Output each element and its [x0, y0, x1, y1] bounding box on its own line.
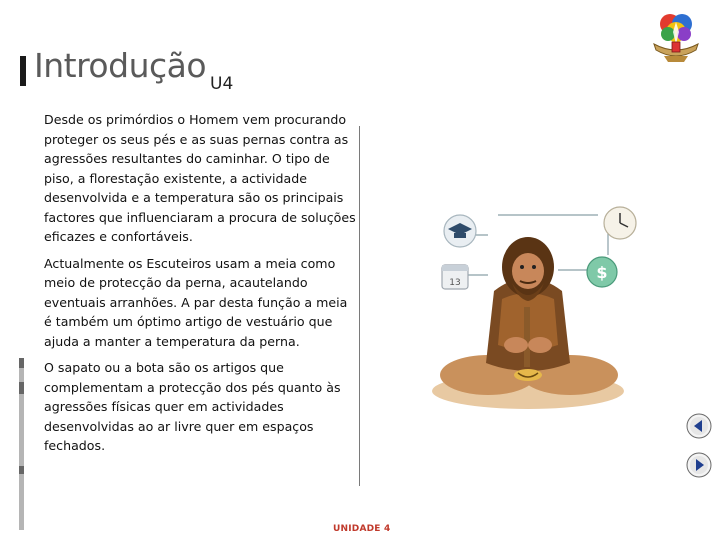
divider-line — [359, 126, 360, 486]
calendar-icon — [442, 265, 468, 289]
unit-footer-label: UNIDADE 4 — [333, 524, 391, 534]
graduation-cap-icon — [444, 215, 476, 247]
previous-button[interactable] — [686, 413, 712, 439]
title-accent-bar — [20, 56, 26, 86]
paragraph-2: Actualmente os Escuteiros usam a meia como meio de protecção da perna, acautelando eventuais arranhões. A par desta função a meia é também um óptimo artigo de vestuário que ajuda a manter a temperatura da perna. — [44, 255, 348, 349]
svg-text:$: $ — [596, 263, 608, 282]
body-text — [44, 110, 356, 463]
paragraph-3: O sapato ou a bota são os artigos que complementam a protecção dos pés quanto às agressões físicas quer em actividades desenvolvidas ao ar livre quer em espaços fechados. — [44, 360, 341, 453]
svg-text:13: 13 — [449, 278, 461, 288]
arrow-right-icon — [686, 452, 712, 478]
dollar-icon — [587, 257, 617, 287]
paragraph-1: Desde os primórdios o Homem vem procurando proteger os seus pés e as suas pernas contra as agressões resultantes do caminhar. O tipo de piso, a florestação existente, a actividade desenvolvida e a temperatura são os principais factores que influenciaram a procura de soluções eficazes e confortáveis. — [44, 112, 356, 244]
left-margin-mark — [19, 358, 24, 368]
left-margin-mark — [19, 466, 24, 474]
arrow-left-icon — [686, 413, 712, 439]
clock-icon — [604, 207, 636, 239]
page-title: Introdução — [34, 46, 207, 85]
unit-label: U4 — [210, 74, 234, 94]
next-button[interactable] — [686, 452, 712, 478]
left-margin-mark — [19, 382, 24, 394]
caveman-illustration — [398, 195, 658, 415]
scout-logo — [646, 10, 706, 68]
